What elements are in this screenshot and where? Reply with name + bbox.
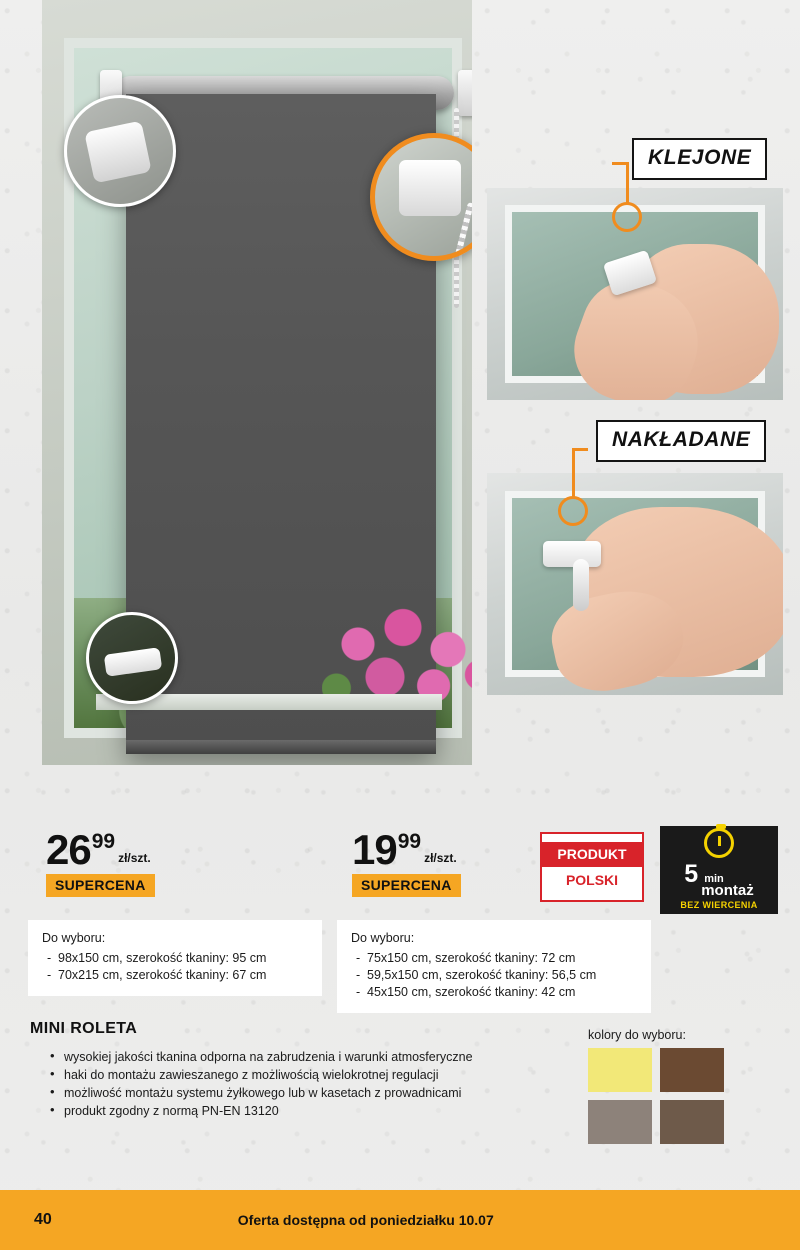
- montaz-min: min: [704, 873, 724, 885]
- color-swatch-yellow: [588, 1048, 652, 1092]
- product-feature: • możliwość montażu systemu żyłkowego lub w kasetach z prowadnicami: [46, 1084, 566, 1102]
- spec-box-2: [337, 920, 651, 1013]
- spec-item: - 70x215 cm, szerokość tkaniny: 67 cm: [42, 967, 308, 984]
- price-block-1: [46, 826, 155, 897]
- zoom-callout-bottom-bar: [86, 612, 178, 704]
- price-unit-1: zł/szt.: [118, 851, 151, 865]
- color-swatch-grid: [588, 1048, 724, 1144]
- price-row-1: [46, 826, 155, 873]
- product-feature: • wysokiej jakości tkanina odporna na zabrudzenia i warunki atmosferyczne: [46, 1048, 566, 1066]
- footer-offer-text: Oferta dostępna od poniedziałku 10.07: [237, 1212, 494, 1228]
- page-footer: [0, 1190, 800, 1250]
- price-row-2: [352, 826, 461, 873]
- photo-bracket-right: [458, 70, 472, 116]
- montaz-text-stack: [701, 873, 754, 897]
- produkt-polski-line1: PRODUKT: [542, 842, 642, 867]
- spec-item: - 98x150 cm, szerokość tkaniny: 95 cm: [42, 950, 308, 967]
- price-integer-1: 26: [46, 826, 91, 873]
- produkt-polski-line2: POLSKI: [542, 867, 642, 892]
- product-feature: • produkt zgodny z normą PN-EN 13120: [46, 1102, 566, 1120]
- spec-box-1: [28, 920, 322, 996]
- label-nakladane: NAKŁADANE: [596, 420, 766, 462]
- montaz-main-line: [668, 860, 770, 899]
- color-swatch-taupe: [660, 1100, 724, 1144]
- spec-list-1: [42, 950, 308, 984]
- label-klejone: KLEJONE: [632, 138, 767, 180]
- leader-ring-nakladane: [558, 496, 588, 526]
- leader-v-klejone: [626, 162, 629, 204]
- photo-overlaid-pin: [573, 559, 589, 611]
- main-product-photo: [42, 0, 472, 765]
- leader-ring-klejone: [612, 202, 642, 232]
- product-name: MINI ROLETA: [30, 1020, 138, 1037]
- zoom-callout-bracket-top: [64, 95, 176, 207]
- price-block-2: [352, 826, 461, 897]
- supercena-badge-1: SUPERCENA: [46, 874, 155, 897]
- price-unit-2: zł/szt.: [424, 851, 457, 865]
- product-feature-list: [46, 1048, 566, 1120]
- montaz-badge: [660, 826, 778, 914]
- colors-title: kolory do wyboru:: [588, 1028, 686, 1042]
- spec-title-1: Do wyboru:: [42, 931, 106, 945]
- spec-item: - 45x150 cm, szerokość tkaniny: 42 cm: [351, 984, 637, 1001]
- price-integer-2: 19: [352, 826, 397, 873]
- montaz-word: montaż: [701, 882, 754, 899]
- supercena-badge-2: SUPERCENA: [352, 874, 461, 897]
- photo-overlaid-bracket: [543, 541, 601, 567]
- leader-v-nakladane: [572, 448, 575, 498]
- produkt-polski-badge: [540, 832, 644, 902]
- stopwatch-icon: [704, 828, 734, 858]
- price-cents-2: 99: [397, 830, 422, 853]
- color-swatch-grey: [588, 1100, 652, 1144]
- montaz-subtext: BEZ WIERCENIA: [680, 900, 758, 910]
- color-swatch-brown: [660, 1048, 724, 1092]
- price-cents-1: 99: [91, 830, 116, 853]
- info-section: [0, 790, 800, 1190]
- photo-mount-overlaid: [487, 473, 783, 695]
- montaz-number: 5: [684, 860, 699, 888]
- spec-title-2: Do wyboru:: [351, 931, 415, 945]
- spec-list-2: [351, 950, 637, 1001]
- page-number: 40: [34, 1211, 52, 1228]
- spec-item: - 75x150 cm, szerokość tkaniny: 72 cm: [351, 950, 637, 967]
- product-feature: • haki do montażu zawieszanego z możliwością wielokrotnej regulacji: [46, 1066, 566, 1084]
- spec-item: - 59,5x150 cm, szerokość tkaniny: 56,5 cm: [351, 967, 637, 984]
